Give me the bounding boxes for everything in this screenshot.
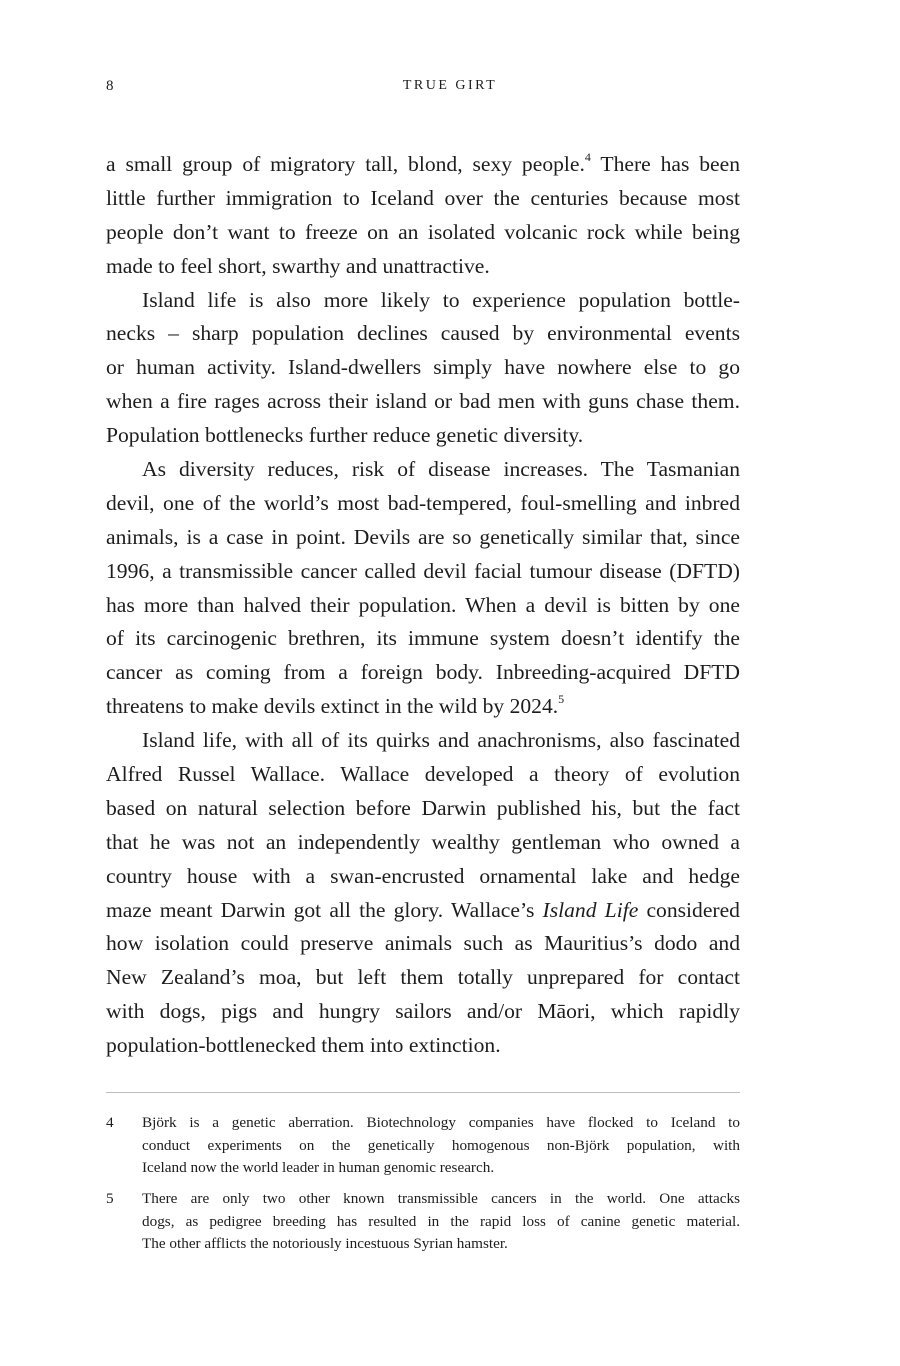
text-line: population-bottlenecked them into extinction.: [106, 1033, 501, 1058]
footnote-line: Björk is a genetic aberration. Biotechnology companies have flocked to Iceland to: [142, 1114, 740, 1131]
footnote-divider: [106, 1092, 740, 1093]
text-line: or human activity. Island-dwellers simply have nowhere else to go: [106, 355, 740, 380]
footnote-line: conduct experiments on the genetically homogenous non-Björk population, with: [142, 1136, 740, 1154]
page-number: 8: [106, 78, 114, 94]
text-line: of its carcinogenic brethren, its immune system doesn’t identify the: [106, 626, 740, 651]
footnote-line: There are only two other known transmissible cancers in the world. One attacks: [142, 1190, 740, 1207]
text-line: with dogs, pigs and hungry sailors and/or Māori, which rapidly: [106, 999, 740, 1024]
text-line: when a fire rages across their island or bad men with guns chase them.: [106, 389, 740, 414]
running-title: TRUE GIRT: [402, 78, 498, 93]
text-line: country house with a swan-encrusted ornamental lake and hedge: [106, 863, 740, 888]
text-line: little further immigration to Iceland over the centuries because most: [106, 185, 740, 210]
body-text: [106, 148, 740, 1063]
text-line: Alfred Russel Wallace. Wallace developed a theory of evolution: [106, 762, 740, 787]
paragraph-1: [106, 148, 740, 284]
footnote-4: [106, 1112, 740, 1180]
footnote-5: [106, 1188, 740, 1256]
text-line: devil, one of the world’s most bad-tempered, foul-smelling and inbred: [106, 490, 740, 515]
text-line: maze meant Darwin got all the glory. Wallace’s Island Life considered: [106, 897, 740, 922]
footnote-text: [142, 1112, 740, 1180]
text-line: Population bottlenecks further reduce genetic diversity.: [106, 423, 584, 448]
footnote-ref-5[interactable]: 5: [558, 692, 565, 707]
text-line: has more than halved their population. When a devil is bitten by one: [106, 592, 740, 617]
footnote-line: The other afflicts the notoriously incestuous Syrian hamster.: [142, 1235, 508, 1253]
text-line: animals, is a case in point. Devils are so genetically similar that, since: [106, 524, 740, 549]
text-line: Island life, with all of its quirks and anachronisms, also fascinated: [142, 728, 740, 753]
text-line: based on natural selection before Darwin published his, but the fact: [106, 795, 740, 820]
text-line: made to feel short, swarthy and unattractive.: [106, 253, 490, 278]
paragraph-3: [106, 453, 740, 724]
text-line: that he was not an independently wealthy gentleman who owned a: [106, 829, 740, 854]
text-line: Island life is also more likely to experience population bottle-: [142, 287, 740, 312]
running-header: [0, 78, 900, 102]
footnote-number: 5: [106, 1190, 114, 1207]
text-line: New Zealand’s moa, but left them totally unprepared for contact: [106, 965, 740, 990]
footnote-line: dogs, as pedigree breeding has resulted in the rapid loss of canine genetic material.: [142, 1212, 740, 1230]
paragraph-4: [106, 724, 740, 1063]
footnote-line: Iceland now the world leader in human genomic research.: [142, 1159, 495, 1177]
book-title: Island Life: [542, 897, 639, 922]
text-line: a small group of migratory tall, blond, sexy people.$^4$ There has been: [106, 149, 740, 176]
text-line: As diversity reduces, risk of disease increases. The Tasmanian: [142, 457, 740, 482]
text-line: people don’t want to freeze on an isolated volcanic rock while being: [106, 219, 740, 244]
footnote-ref-4[interactable]: 4: [584, 149, 591, 164]
text-line: 1996, a transmissible cancer called devil facial tumour disease (DFTD): [106, 558, 740, 583]
text-line: how isolation could preserve animals such as Mauritius’s dodo and: [106, 931, 740, 956]
text-line: cancer as coming from a foreign body. Inbreeding-acquired DFTD: [106, 660, 740, 685]
paragraph-2: [106, 284, 740, 453]
footnote-number: 4: [106, 1114, 114, 1131]
text-line: necks – sharp population declines caused by environmental events: [106, 321, 740, 346]
footnote-text: [142, 1188, 740, 1256]
text-line: threatens to make devils extinct in the wild by 2024.$^5$: [106, 692, 565, 719]
